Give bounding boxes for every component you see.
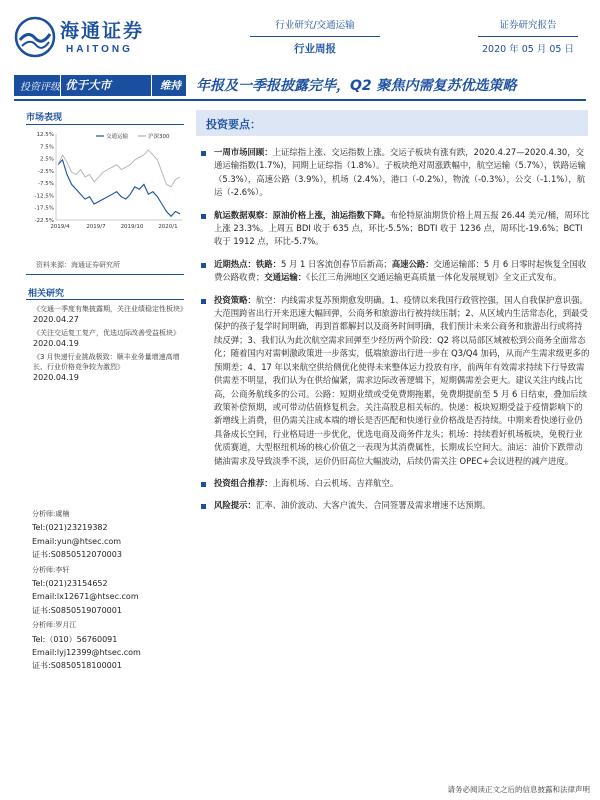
analyst-name: 分析师:罗月江 [32,621,77,630]
hotspot-label-railway: 铁路： [255,258,281,269]
bullet-risk-warning [198,499,590,512]
series-line-1 [58,150,180,187]
bullet-heading: 一周市场回顾： [214,147,273,157]
header-category-block [250,17,380,56]
company-logo [14,12,164,60]
analyst-tel: Tel:(021)23154652 [32,579,108,589]
chart-source: 资料来源：海通证券研究所 [36,261,120,269]
analyst-email-link[interactable]: Email:lyj12399@htsec.com [32,648,141,658]
related-report-link[interactable]: 《关注交运复工复产，优选边际改善受益板块》 [33,329,180,337]
key-points-heading: 投资要点： [206,118,261,131]
analyst-card [32,508,182,562]
section-divider [26,124,184,125]
bullet-text: 布伦特原油期货价格上周五报 26.44 美元/桶，周环比上涨 23.3%。上周五 BDI 收于 635 点，环比-5.5%；BDTI 收于 1236 点，周环比-19.6%；BCTI 收于 1912 点，环比-5.7%。 [214,209,590,247]
analyst-email-link[interactable]: Email:lx12671@htsec.com [32,592,139,602]
section-divider [26,299,184,300]
hotspot-label-transport: 交通运输： [264,272,307,283]
related-report-link[interactable]: 《交通一季度有集披露期，关注业绩稳定性板块》 [33,305,187,313]
analyst-cert: 证书:S0850512070003 [32,550,122,560]
y-tick-label: -2.5% [38,168,54,175]
x-tick-label: 2020/1 [158,224,178,230]
x-tick-label: 2019/4 [50,224,70,230]
line-chart-svg [26,128,186,234]
rating-value: 优于大市 [60,75,152,96]
y-tick-label: 7.5% [40,144,54,151]
bullet-text: 汇率、油价波动、大客户流失、合同签署及需求增速不达预期。 [255,500,491,511]
related-research-heading: 相关研究 [28,289,65,299]
legend-label: 交通运输 [106,134,129,140]
bullet-recent-hotspots [198,258,590,285]
related-report-link[interactable]: 《3 月快递行业挑战极致：顺丰业务量增速高增长、行业价格竞争较为激烈》 [33,353,180,371]
market-performance-chart [26,128,186,234]
related-report-date: 2020.04.19 [33,373,79,382]
hotspot-text: 交通运输部：5 月 6 日零时起恢复全国收费公路收费； [214,258,587,283]
y-tick-label: -22.5% [34,218,54,224]
logo-chinese-name: 海通证券 [60,20,145,42]
bullet-market-review [198,146,590,200]
bullet-portfolio [198,477,590,490]
bullet-investment-strategy [198,294,590,468]
logo-english-name: HAITONG [66,44,133,55]
legend-label: 沪深300 [148,134,170,140]
analyst-cert: 证书:S0850519070001 [32,605,122,615]
x-tick-label: 2019/10 [120,224,144,230]
header-category: 行业研究/交通运输 [275,20,355,31]
analyst-email-link[interactable]: Email:yun@htsec.com [32,536,122,546]
hotspot-text: 5 月 1 日客流创春节后新高； [281,258,392,269]
header-date: 2020 年 05 月 05 日 [482,44,574,55]
bullet-text: 航空：内线需求复苏预期愈发明确。1、疫情以来我国行政管控强，国人自我保护意识强。大范围跨省出行开来迅速大幅回弹，公商务和旅游出行被持续压制；2、从区域内生活常态化，到最受保护的孩子复学时间明确，再到首都解封以及商务时间明确，我们预计未来公商务和旅游出行或将持续反弹；3、我们认为此次航空需求回弹至少经历两个阶段：Q2 将以局部区域被松到公商务全面常态化；随着国内对需刺激政策进一步落实，低端旅游出行进一步在 Q3/Q4 加码，从而产生需求级更多的预期差；4、17 年以来航空供给侧优化使得未来整体运力投放有序，前两年有效需求持续下行导致需供需差不明显，我们认为在供给偏紧，需求边际改善逻辑下，短期偶需差会更大。建议关注内线占比高，公商务航线多的公司。公路：短期业绩或受免费期拖累，免费期提前至 5 月 6 日结束，叠加后续政策补偿预期，或可带动估值修复机会。关注高股息相关标的。快递：板块短期受益于疫情影响下的新增线上消费，但仍需关注成本端的增长是否匹配和快递行业价格战是否持续。中期来看快递行业仍具备成长空间，行业格局进一步优化，优选电商及商务件龙头；机场：持续看好机场板块，免税行业优质赛道，大型枢纽机场的核心价值之一表现为其消费属性，长期成长空间大。油运：油价下跌带动储油需求及导致淡季不淡，运价仍旧高位大幅波动，后续仍需关注 OPEC+会议进程的减产进度。 [214,294,590,466]
analyst-tel: Tel:（010）56760091 [32,634,118,644]
related-research-list [33,304,185,386]
disclaimer-footer: 请务必阅读正文之后的信息披露和法律声明 [447,785,590,794]
key-points-body [198,146,590,522]
analyst-name: 分析师:李轩 [32,565,70,574]
rating-label: 投资评级 [20,82,60,93]
list-item [33,304,185,325]
y-tick-label: 12.5% [36,132,54,138]
bullet-text: 上证综指上涨、交运指数上涨。交运子板块有涨有跌，2020.4.27—2020.4.30，交通运输指数(1.7%)，同期上证综指（1.8%）。子板块绝对周涨跌幅中，航空运输（5.7%），铁路运输（5.3%），高速公路（3.9%），机场（2.4%），港口（-0.2%），物流（-0.3%），公交（-1.1%），航运（-2.6%）。 [214,147,586,198]
related-report-date: 2020.04.19 [33,339,79,348]
section-divider [26,274,184,275]
bullet-heading: 航运数据观察：原油价格上涨，油运指数下降。 [214,209,390,220]
report-title: 年报及一季报披露完毕，Q2 聚焦内需复苏优选策略 [196,78,517,94]
list-item [33,352,185,383]
analyst-tel: Tel:(021)23219382 [32,523,108,533]
bullet-text: 上海机场、白云机场、吉祥航空。 [272,477,399,488]
bullet-heading: 投资组合推荐： [214,477,273,488]
analyst-contacts [32,508,182,675]
series-line-0 [58,160,180,217]
analyst-cert: 证书:S0850518100001 [32,661,122,671]
key-points-header [196,110,588,136]
analyst-card [32,564,182,618]
header-divider [250,36,380,37]
y-tick-label: -17.5% [34,205,54,212]
y-tick-label: 2.5% [40,156,54,163]
hotspot-label-highway: 高速公路： [391,258,434,269]
list-item [33,328,185,349]
bullet-heading: 投资策略： [214,294,256,305]
analyst-name: 分析师:虞楠 [32,510,70,518]
header-brand: 证券研究报告 [499,20,557,31]
y-tick-label: -12.5% [34,193,54,200]
bullet-heading: 风险提示： [214,500,256,511]
y-tick-label: -7.5% [38,181,54,188]
bullet-shipping-data [198,209,590,249]
header-divider [478,36,578,37]
market-performance-heading: 市场表现 [26,113,63,123]
x-tick-label: 2019/7 [86,224,106,230]
header-report-type: 行业周报 [294,43,336,55]
hotspot-text: 《长江三角洲地区交通运输更高质量一体化发展规划》全文正式发布。 [306,272,562,283]
title-divider [14,99,586,101]
investment-rating-bar [14,75,186,96]
related-report-date: 2020.04.27 [33,315,79,324]
rating-tag: 维持 [160,80,181,92]
header-brand-block [478,17,578,55]
haitong-logo-icon [14,16,56,58]
analyst-card [32,619,182,673]
bullet-heading: 近期热点： [214,258,256,269]
